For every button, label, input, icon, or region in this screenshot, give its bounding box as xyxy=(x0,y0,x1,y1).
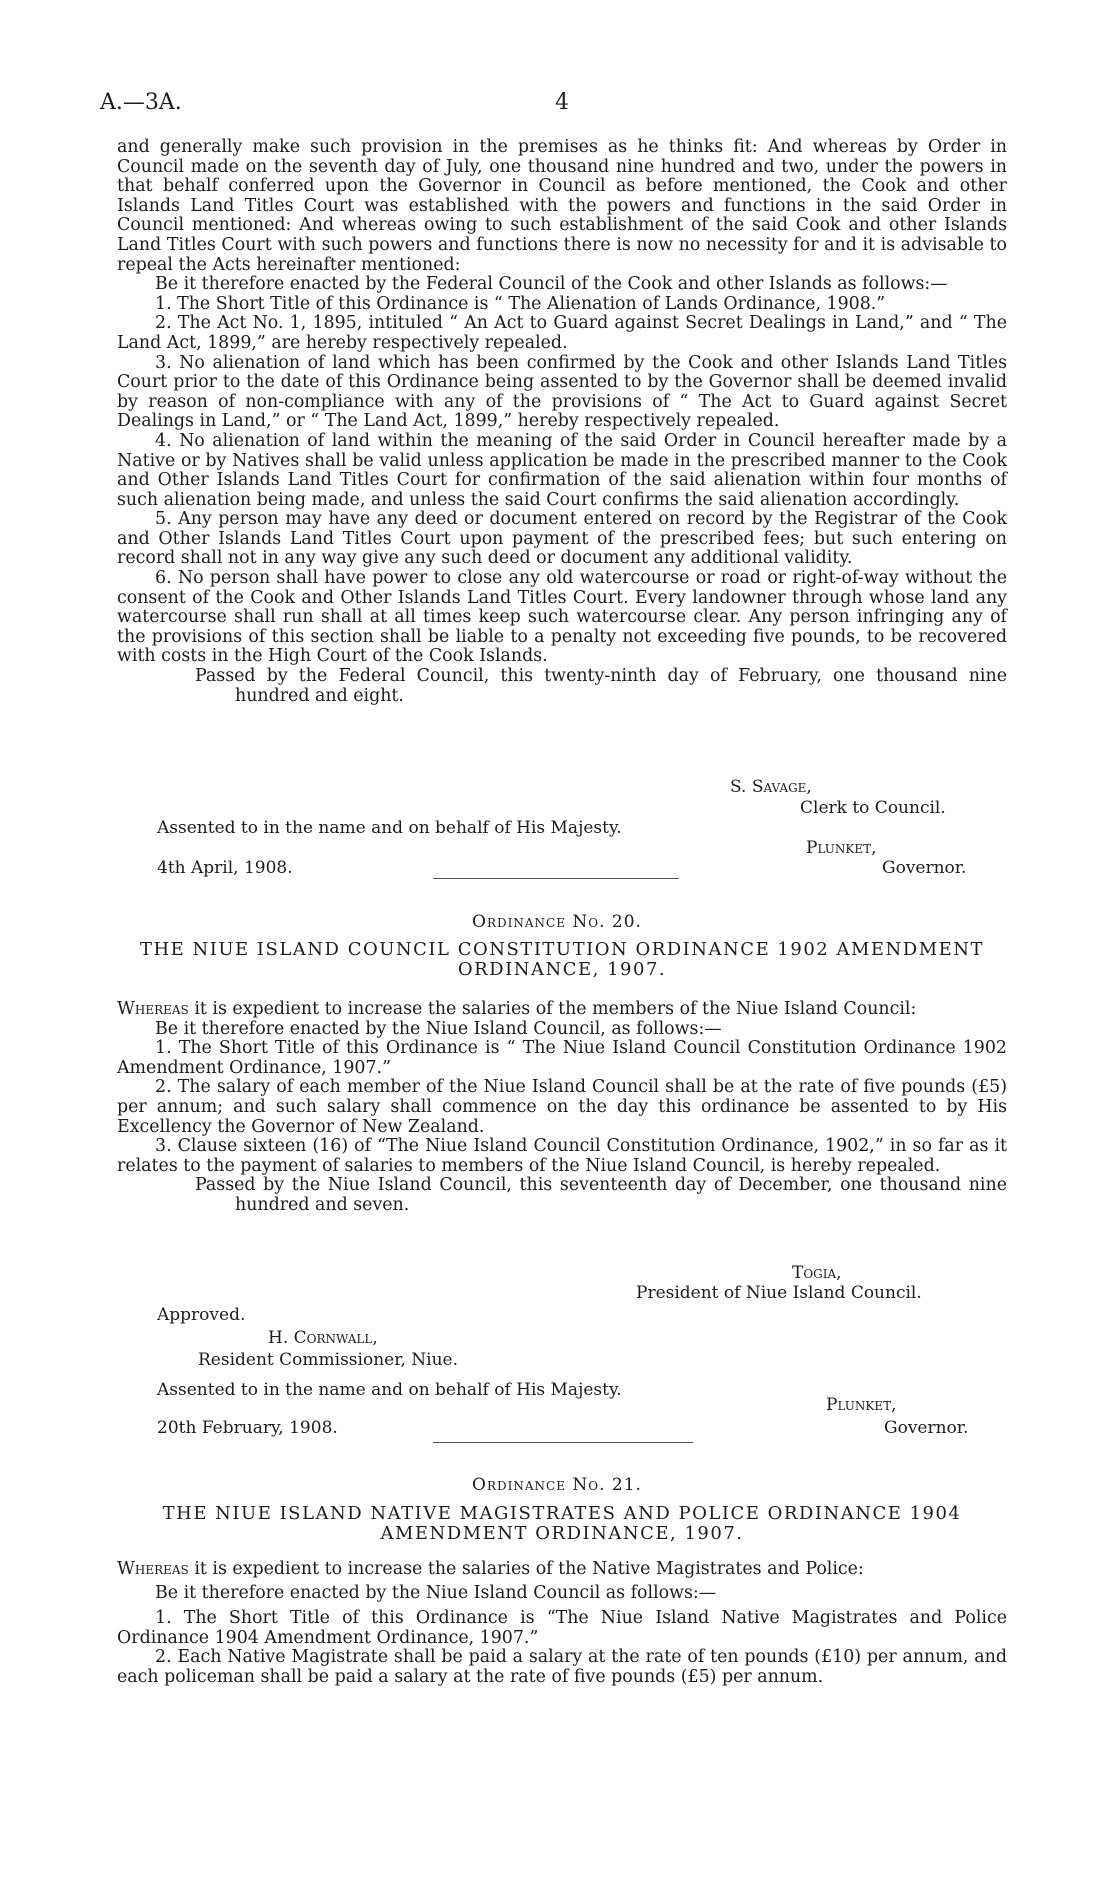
approved-label: Approved. xyxy=(157,1305,246,1325)
ordinance-20-body xyxy=(117,1000,1007,1216)
clause-1: 1. The Short Title of this Ordinance is “ The Niue Island Council Constitution Ordinance 1902 Amendment Ordinance, 1907.” xyxy=(117,1038,1007,1078)
signer-plunket-title: Governor. xyxy=(882,858,967,878)
signer-plunket-name: Plunket, xyxy=(826,1395,897,1415)
clause-3: 3. Clause sixteen (16) of “The Niue Island Council Constitution Ordinance, 1902,” in so far as it relates to the payment of salaries to members of the Niue Island Council, is hereby repealed. xyxy=(117,1136,1007,1176)
clause-1: 1. The Short Title of this Ordinance is “The Niue Island Native Magistrates and Police Ordinance 1904 Amendment Ordinance, 1907.” xyxy=(117,1608,1007,1648)
clause-3: 3. No alienation of land which has been confirmed by the Cook and other Islands Land Titles Court prior to the date of this Ordinance being assented to by the Governor shall be deemed invalid by reason of non-compliance with any of the provisions of “ The Act to Guard against Secret Dealings in Land,” or “ The Land Act, 1899,” hereby respectively repealed. xyxy=(117,352,1007,432)
ordinance-20-title: THE NIUE ISLAND COUNCIL CONSTITUTION ORDINANCE 1902 AMENDMENT ORDINANCE, 1907. xyxy=(139,939,985,980)
clause-2: 2. Each Native Magistrate shall be paid a salary at the rate of ten pounds (£10) per annum, and each policeman shall be paid a salary at the rate of five pounds (£5) per annum. xyxy=(117,1647,1007,1687)
passed-statement: Passed by the Niue Island Council, this seventeenth day of December, one thousand nine hundred and seven. xyxy=(195,1175,1007,1215)
whereas-word: Whereas xyxy=(117,1559,189,1579)
ordinance-21-body xyxy=(117,1560,1007,1688)
enacting-clause: Be it therefore enacted by the Niue Island Council, as follows:— xyxy=(155,1018,722,1039)
alienation-ordinance-body xyxy=(117,138,1007,706)
page-number: 4 xyxy=(555,90,569,115)
clause-4: 4. No alienation of land within the meaning of the said Order in Council hereafter made by a Native or by Natives shall be valid unless application be made in the prescribed manner to the Cook and Other Islands Land Titles Court for confirmation of the said alienation within four months of such alienation being made, and unless the said Court confirms the said alienation accordingly. xyxy=(117,430,1007,510)
signer-savage-title: Clerk to Council. xyxy=(800,798,946,818)
signer-togia-name: Togia, xyxy=(792,1263,842,1283)
assent-date: 20th February, 1908. xyxy=(157,1418,338,1438)
signer-savage-name: S. Savage, xyxy=(730,777,812,797)
signer-togia-title: President of Niue Island Council. xyxy=(636,1283,922,1303)
assent-statement: Assented to in the name and on behalf of His Majesty. xyxy=(157,1380,622,1400)
whereas-text: it is expedient to increase the salaries of the Native Magistrates and Police: xyxy=(194,1559,864,1579)
commissioner-title: Resident Commissioner, Niue. xyxy=(198,1350,458,1370)
enacting-clause: Be it therefore enacted by the Niue Island Council as follows:— xyxy=(155,1582,717,1603)
clause-2: 2. The salary of each member of the Niue Island Council shall be at the rate of five pounds (£5) per annum; and such salary shall commence on the day this ordinance be assented to by His Excellency the Governor of New Zealand. xyxy=(117,1077,1007,1137)
whereas-word: Whereas xyxy=(117,999,189,1019)
ordinance-21-heading: Ordinance No. 21. xyxy=(472,1475,642,1495)
signer-plunket-title: Governor. xyxy=(884,1418,969,1438)
section-divider xyxy=(433,878,679,879)
ordinance-20-heading: Ordinance No. 20. xyxy=(472,912,642,932)
enacting-clause: Be it therefore enacted by the Federal Council of the Cook and other Islands as follows:— xyxy=(155,274,948,295)
assent-date: 4th April, 1908. xyxy=(157,858,293,878)
whereas-text: it is expedient to increase the salaries of the members of the Niue Island Council: xyxy=(194,999,917,1019)
clause-1: 1. The Short Title of this Ordinance is “ The Alienation of Lands Ordinance, 1908.” xyxy=(155,293,886,314)
page-reference: A.—3A. xyxy=(100,90,182,115)
signer-plunket-name: Plunket, xyxy=(806,838,877,858)
clause-2: 2. The Act No. 1, 1895, intituled “ An Act to Guard against Secret Dealings in Land,” and “ The Land Act, 1899,” are hereby respectively repealed. xyxy=(117,313,1007,353)
preamble-paragraph: and generally make such provision in the premises as he thinks fit: And whereas by Order in Council made on the seventh day of July, one thousand nine hundred and two, under the powers in that behalf conferred upon the Governor in Council as before mentioned, the Cook and other Islands Land Titles Court was established with the powers and functions in the said Order in Council mentioned: And whereas owing to such establishment of the said Cook and other Islands Land Titles Court with such powers and functions there is now no necessity for and it is advisable to repeal the Acts hereinafter mentioned: xyxy=(117,137,1007,275)
commissioner-name: H. Cornwall, xyxy=(268,1328,378,1348)
ordinance-21-title: THE NIUE ISLAND NATIVE MAGISTRATES AND POLICE ORDINANCE 1904 AMENDMENT ORDINANCE, 1907. xyxy=(162,1503,962,1544)
assent-statement: Assented to in the name and on behalf of His Majesty. xyxy=(157,818,622,838)
clause-5: 5. Any person may have any deed or document entered on record by the Registrar of the Cook and Other Islands Land Titles Court upon payment of the prescribed fees; but such entering on record shall not in any way give any such deed or document any additional validity. xyxy=(117,509,1007,569)
clause-6: 6. No person shall have power to close any old watercourse or road or right-of-way without the consent of the Cook and Other Islands Land Titles Court. Every landowner through whose land any watercourse shall run shall at all times keep such watercourse clear. Any person infringing any of the provisions of this section shall be liable to a penalty not exceeding five pounds, to be recovered with costs in the High Court of the Cook Islands. xyxy=(117,568,1007,667)
section-divider xyxy=(433,1442,693,1443)
passed-statement: Passed by the Federal Council, this twenty-ninth day of February, one thousand nine hundred and eight. xyxy=(195,666,1007,706)
